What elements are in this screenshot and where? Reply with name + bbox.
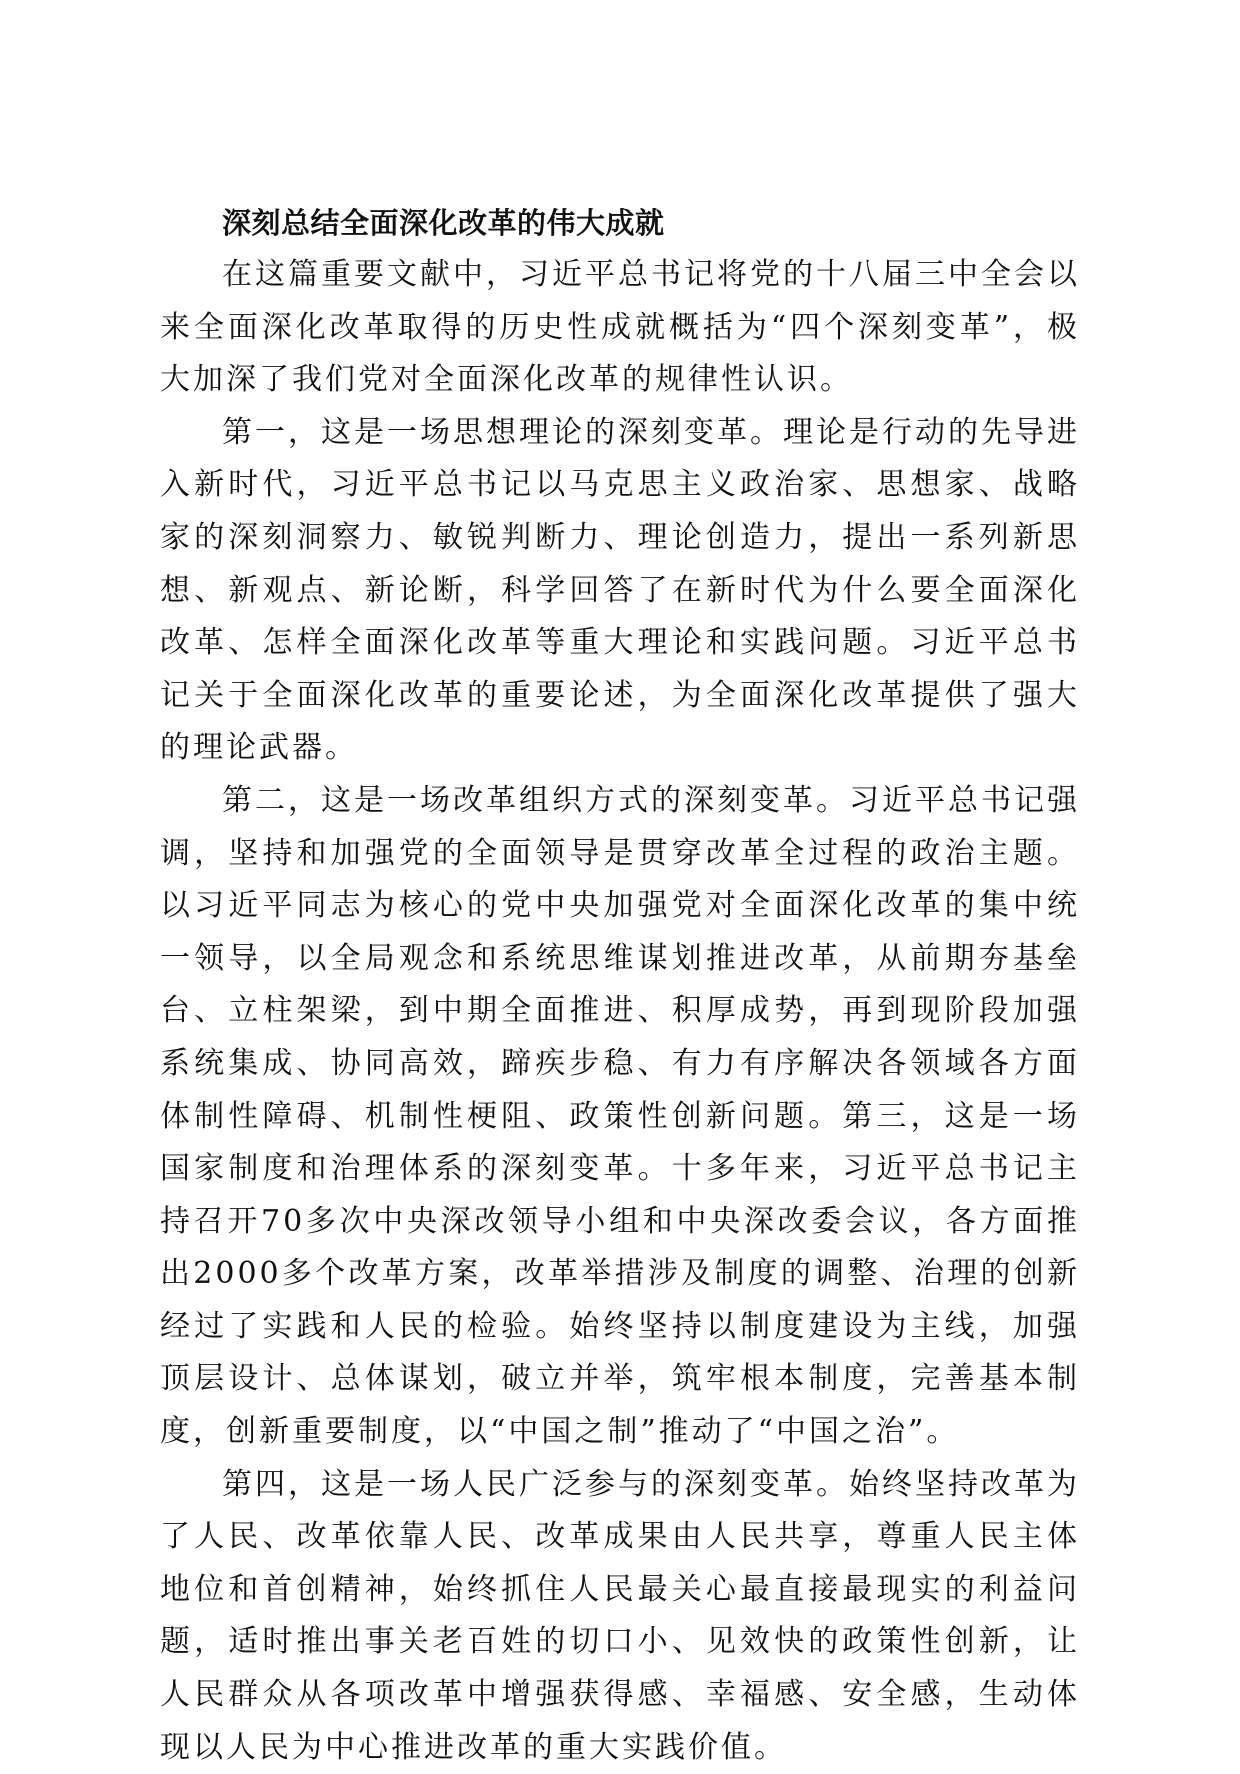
paragraph-second-third: 第二，这是一场改革组织方式的深刻变革。习近平总书记强调，坚持和加强党的全面领导是贯穿改革全过程的政治主题。以习近平同志为核心的党中央加强党对全面深化改革的集中统一领导，以全局观念和系统思维谋划推进改革，从前期夯基垒台、立柱架梁，到中期全面推进、积厚成势，再到现阶段加强系统集成、协同高效，蹄疾步稳、有力有序解决各领域各方面体制性障碍、机制性梗阻、政策性创新问题。第三，这是一场国家制度和治理体系的深刻变革。十多年来，习近平总书记主持召开70多次中央深改领导小组和中央深改委会议，各方面推出2000多个改革方案，改革举措涉及制度的调整、治理的创新经过了实践和人民的检验。始终坚持以制度建设为主线，加强顶层设计、总体谋划，破立并举，筑牢根本制度，完善基本制度，创新重要制度，以“中国之制”推动了“中国之治”。 bbox=[160, 782, 1080, 1450]
document-title: 深刻总结全面深化改革的伟大成就 bbox=[222, 206, 665, 240]
paragraph-intro: 在这篇重要文献中，习近平总书记将党的十八届三中全会以来全面深化改革取得的历史性成就概括为“四个深刻变革”，极大加深了我们党对全面深化改革的规律性认识。 bbox=[160, 257, 1080, 398]
document-body bbox=[160, 197, 1080, 1774]
paragraph-first: 第一，这是一场思想理论的深刻变革。理论是行动的先导进入新时代，习近平总书记以马克思主义政治家、思想家、战略家的深刻洞察力、敏锐判断力、理论创造力，提出一系列新思想、新观点、新论断，科学回答了在新时代为什么要全面深化改革、怎样全面深化改革等重大理论和实践问题。习近平总书记关于全面深化改革的重要论述，为全面深化改革提供了强大的理论武器。 bbox=[160, 414, 1080, 766]
paragraph-fourth: 第四，这是一场人民广泛参与的深刻变革。始终坚持改革为了人民、改革依靠人民、改革成果由人民共享，尊重人民主体地位和首创精神，始终抓住人民最关心最直接最现实的利益问题，适时推出事关老百姓的切口小、见效快的政策性创新，让人民群众从各项改革中增强获得感、幸福感、安全感，生动体现以人民为中心推进改革的重大实践价值。 bbox=[160, 1466, 1080, 1765]
